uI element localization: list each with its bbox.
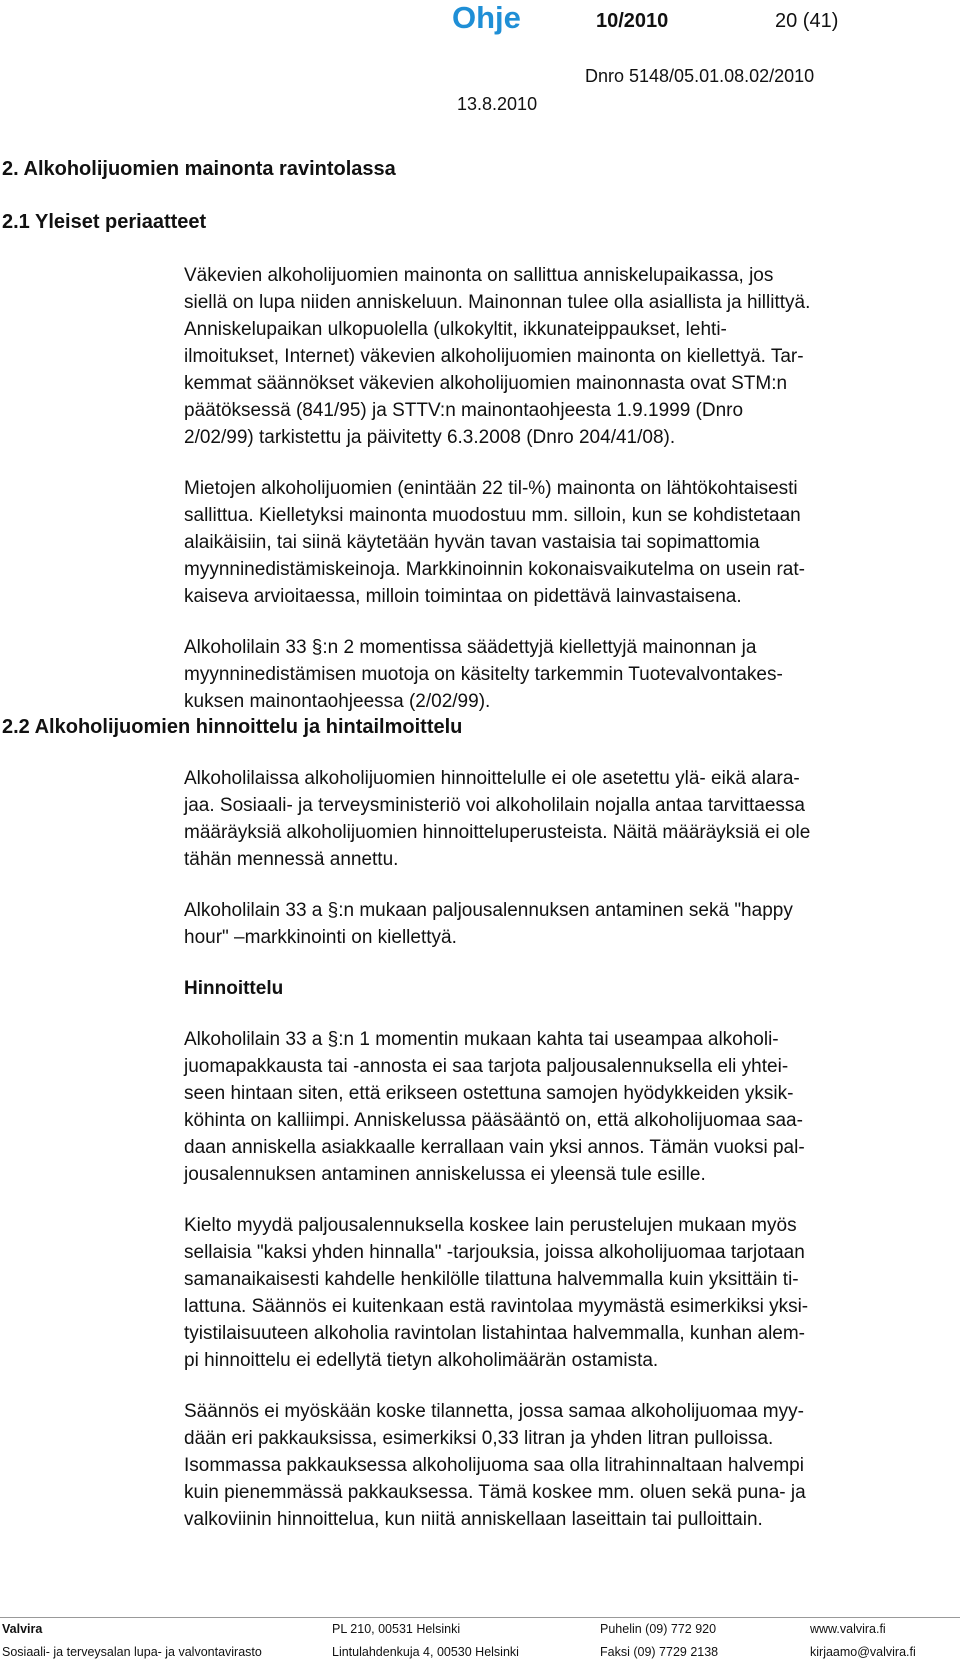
text-line: lattuna. Säännös ei kuitenkaan estä ravintolaa myymästä esimerkiksi yksi-: [184, 1296, 809, 1317]
text-line: ilmoitukset, Internet) väkevien alkoholijuomien mainonta on kiellettyä. Tar-: [184, 346, 804, 367]
text-line: tyistilaisuuteen alkoholia ravintolan listahintaa halvemmalla, kunhan alem-: [184, 1323, 806, 1344]
text-line: hour" –markkinointi on kiellettyä.: [184, 927, 457, 948]
text-line: siellä on lupa niiden anniskeluun. Mainonnan tulee olla asiallista ja hillittyä.: [184, 292, 811, 313]
footer-address-street: Lintulahdenkuja 4, 00530 Helsinki: [332, 1645, 519, 1659]
paragraph-gap: [184, 1188, 944, 1212]
text-line: päätöksessä (841/95) ja STTV:n mainontaohjeesta 1.9.1999 (Dnro: [184, 400, 744, 421]
document-date: 13.8.2010: [457, 94, 538, 114]
text-line: sallittua. Kielletyksi mainonta muodostuu mm. silloin, kun se kohdistetaan: [184, 505, 801, 526]
footer-address-po: PL 210, 00531 Helsinki: [332, 1622, 461, 1636]
text-line: juomapakkausta tai -annosta ei saa tarjota paljousalennuksella eli yhtei-: [184, 1056, 789, 1077]
paragraph-gap: [184, 873, 944, 897]
text-line: kaiseva arvioitaessa, milloin toimintaa on pidettävä lainvastaisena.: [184, 586, 742, 607]
text-line: Mietojen alkoholijuomien (enintään 22 til-%) mainonta on lähtökohtaisesti: [184, 478, 798, 499]
document-type-title: Ohje: [452, 0, 521, 35]
text-line: 2/02/99) tarkistettu ja päivitetty 6.3.2008 (Dnro 204/41/08).: [184, 427, 676, 448]
text-line: jaa. Sosiaali- ja terveysministeriö voi alkoholilain nojalla antaa tarvittaessa: [184, 795, 805, 816]
footer-divider: [0, 1617, 960, 1618]
paragraph-gap: [184, 1374, 944, 1398]
page-number: 20 (41): [775, 10, 839, 32]
paragraph-gap: [184, 1002, 944, 1026]
record-number: Dnro 5148/05.01.08.02/2010: [585, 66, 815, 86]
text-line: Isommassa pakkauksessa alkoholijuoma saa olla litrahinnaltaan halvempi: [184, 1455, 804, 1476]
section-2-2-body: [184, 765, 944, 1533]
text-line: Väkevien alkoholijuomien mainonta on sallittua anniskelupaikassa, jos: [184, 265, 774, 286]
text-line: seen hintaan siten, että erikseen ostettuna samojen hyödykkeiden yksik-: [184, 1083, 794, 1104]
text-line: tähän mennessä annettu.: [184, 849, 399, 870]
footer-org-full: Sosiaali- ja terveysalan lupa- ja valvontavirasto: [2, 1645, 262, 1659]
footer-org: Valvira: [2, 1622, 43, 1636]
document-number: 10/2010: [596, 10, 669, 32]
text-line: myynninedistämiskeinoja. Markkinoinnin kokonaisvaikutelma on usein rat-: [184, 559, 805, 580]
text-line: määräyksiä alkoholijuomien hinnoitteluperusteista. Näitä määräyksiä ei ole: [184, 822, 811, 843]
text-line: dään eri pakkauksissa, esimerkiksi 0,33 litran ja yhden litran pulloissa.: [184, 1428, 774, 1449]
text-line: Säännös ei myöskään koske tilannetta, jossa samaa alkoholijuomaa myy-: [184, 1401, 804, 1422]
footer-fax: Faksi (09) 7729 2138: [600, 1645, 719, 1659]
text-line: myynninedistämisen muotoja on käsitelty tarkemmin Tuotevalvontakes-: [184, 664, 783, 685]
text-line: Alkoholilaissa alkoholijuomien hinnoittelulle ei ole asetettu ylä- eikä alara-: [184, 768, 800, 789]
paragraph-gap: [184, 951, 944, 975]
text-line: köhinta on kalliimpi. Anniskelussa pääsääntö on, että alkoholijuomaa saa-: [184, 1110, 803, 1131]
text-line: kemmat säännökset väkevien alkoholijuomien mainonnasta ovat STM:n: [184, 373, 788, 394]
text-line: kuksen mainontaohjeessa (2/02/99).: [184, 691, 491, 712]
text-line: pi hinnoittelu ei edellytä tietyn alkoholimäärän ostamista.: [184, 1350, 659, 1371]
text-line: Kielto myydä paljousalennuksella koskee lain perustelujen mukaan myös: [184, 1215, 797, 1236]
section-2-2-heading: 2.2 Alkoholijuomien hinnoittelu ja hintailmoittelu: [2, 716, 463, 738]
section-2-heading: 2. Alkoholijuomien mainonta ravintolassa: [2, 158, 396, 180]
footer-phone: Puhelin (09) 772 920: [600, 1622, 717, 1636]
section-2-1-heading: 2.1 Yleiset periaatteet: [2, 211, 207, 233]
paragraph-gap: [184, 610, 944, 634]
text-line: valkoviinin hinnoittelua, kun niitä anniskellaan laseittain tai pulloittain.: [184, 1509, 763, 1530]
text-line: kuin pienemmässä pakkauksessa. Tämä koskee mm. oluen sekä puna- ja: [184, 1482, 806, 1503]
text-line: daan anniskella asiakkaalle kerrallaan vain yksi annos. Tämän vuoksi pal-: [184, 1137, 805, 1158]
paragraph-gap: [184, 451, 944, 475]
text-line: sellaisia "kaksi yhden hinnalla" -tarjouksia, joissa alkoholijuomaa tarjotaan: [184, 1242, 805, 1263]
footer-website-link[interactable]: www.valvira.fi: [810, 1622, 886, 1636]
text-line: samanaikaisesti kahdelle henkilölle tilattuna halvemmalla kuin yksittäin ti-: [184, 1269, 799, 1290]
text-line: Alkoholilain 33 a §:n 1 momentin mukaan kahta tai useampaa alkoholi-: [184, 1029, 779, 1050]
subheading: Hinnoittelu: [184, 978, 284, 999]
text-line: jousalennuksen antaminen anniskelussa ei yleensä tule esille.: [184, 1164, 706, 1185]
text-line: alaikäisiin, tai siinä käytetään hyvän tavan vastaisia tai sopimattomia: [184, 532, 760, 553]
text-line: Alkoholilain 33 a §:n mukaan paljousalennuksen antaminen sekä "happy: [184, 900, 793, 921]
text-line: Anniskelupaikan ulkopuolella (ulkokyltit, ikkunateippaukset, lehti-: [184, 319, 727, 340]
footer-email-link[interactable]: kirjaamo@valvira.fi: [810, 1645, 916, 1659]
section-2-1-body: [184, 262, 944, 715]
text-line: Alkoholilain 33 §:n 2 momentissa säädettyjä kiellettyjä mainonnan ja: [184, 637, 757, 658]
